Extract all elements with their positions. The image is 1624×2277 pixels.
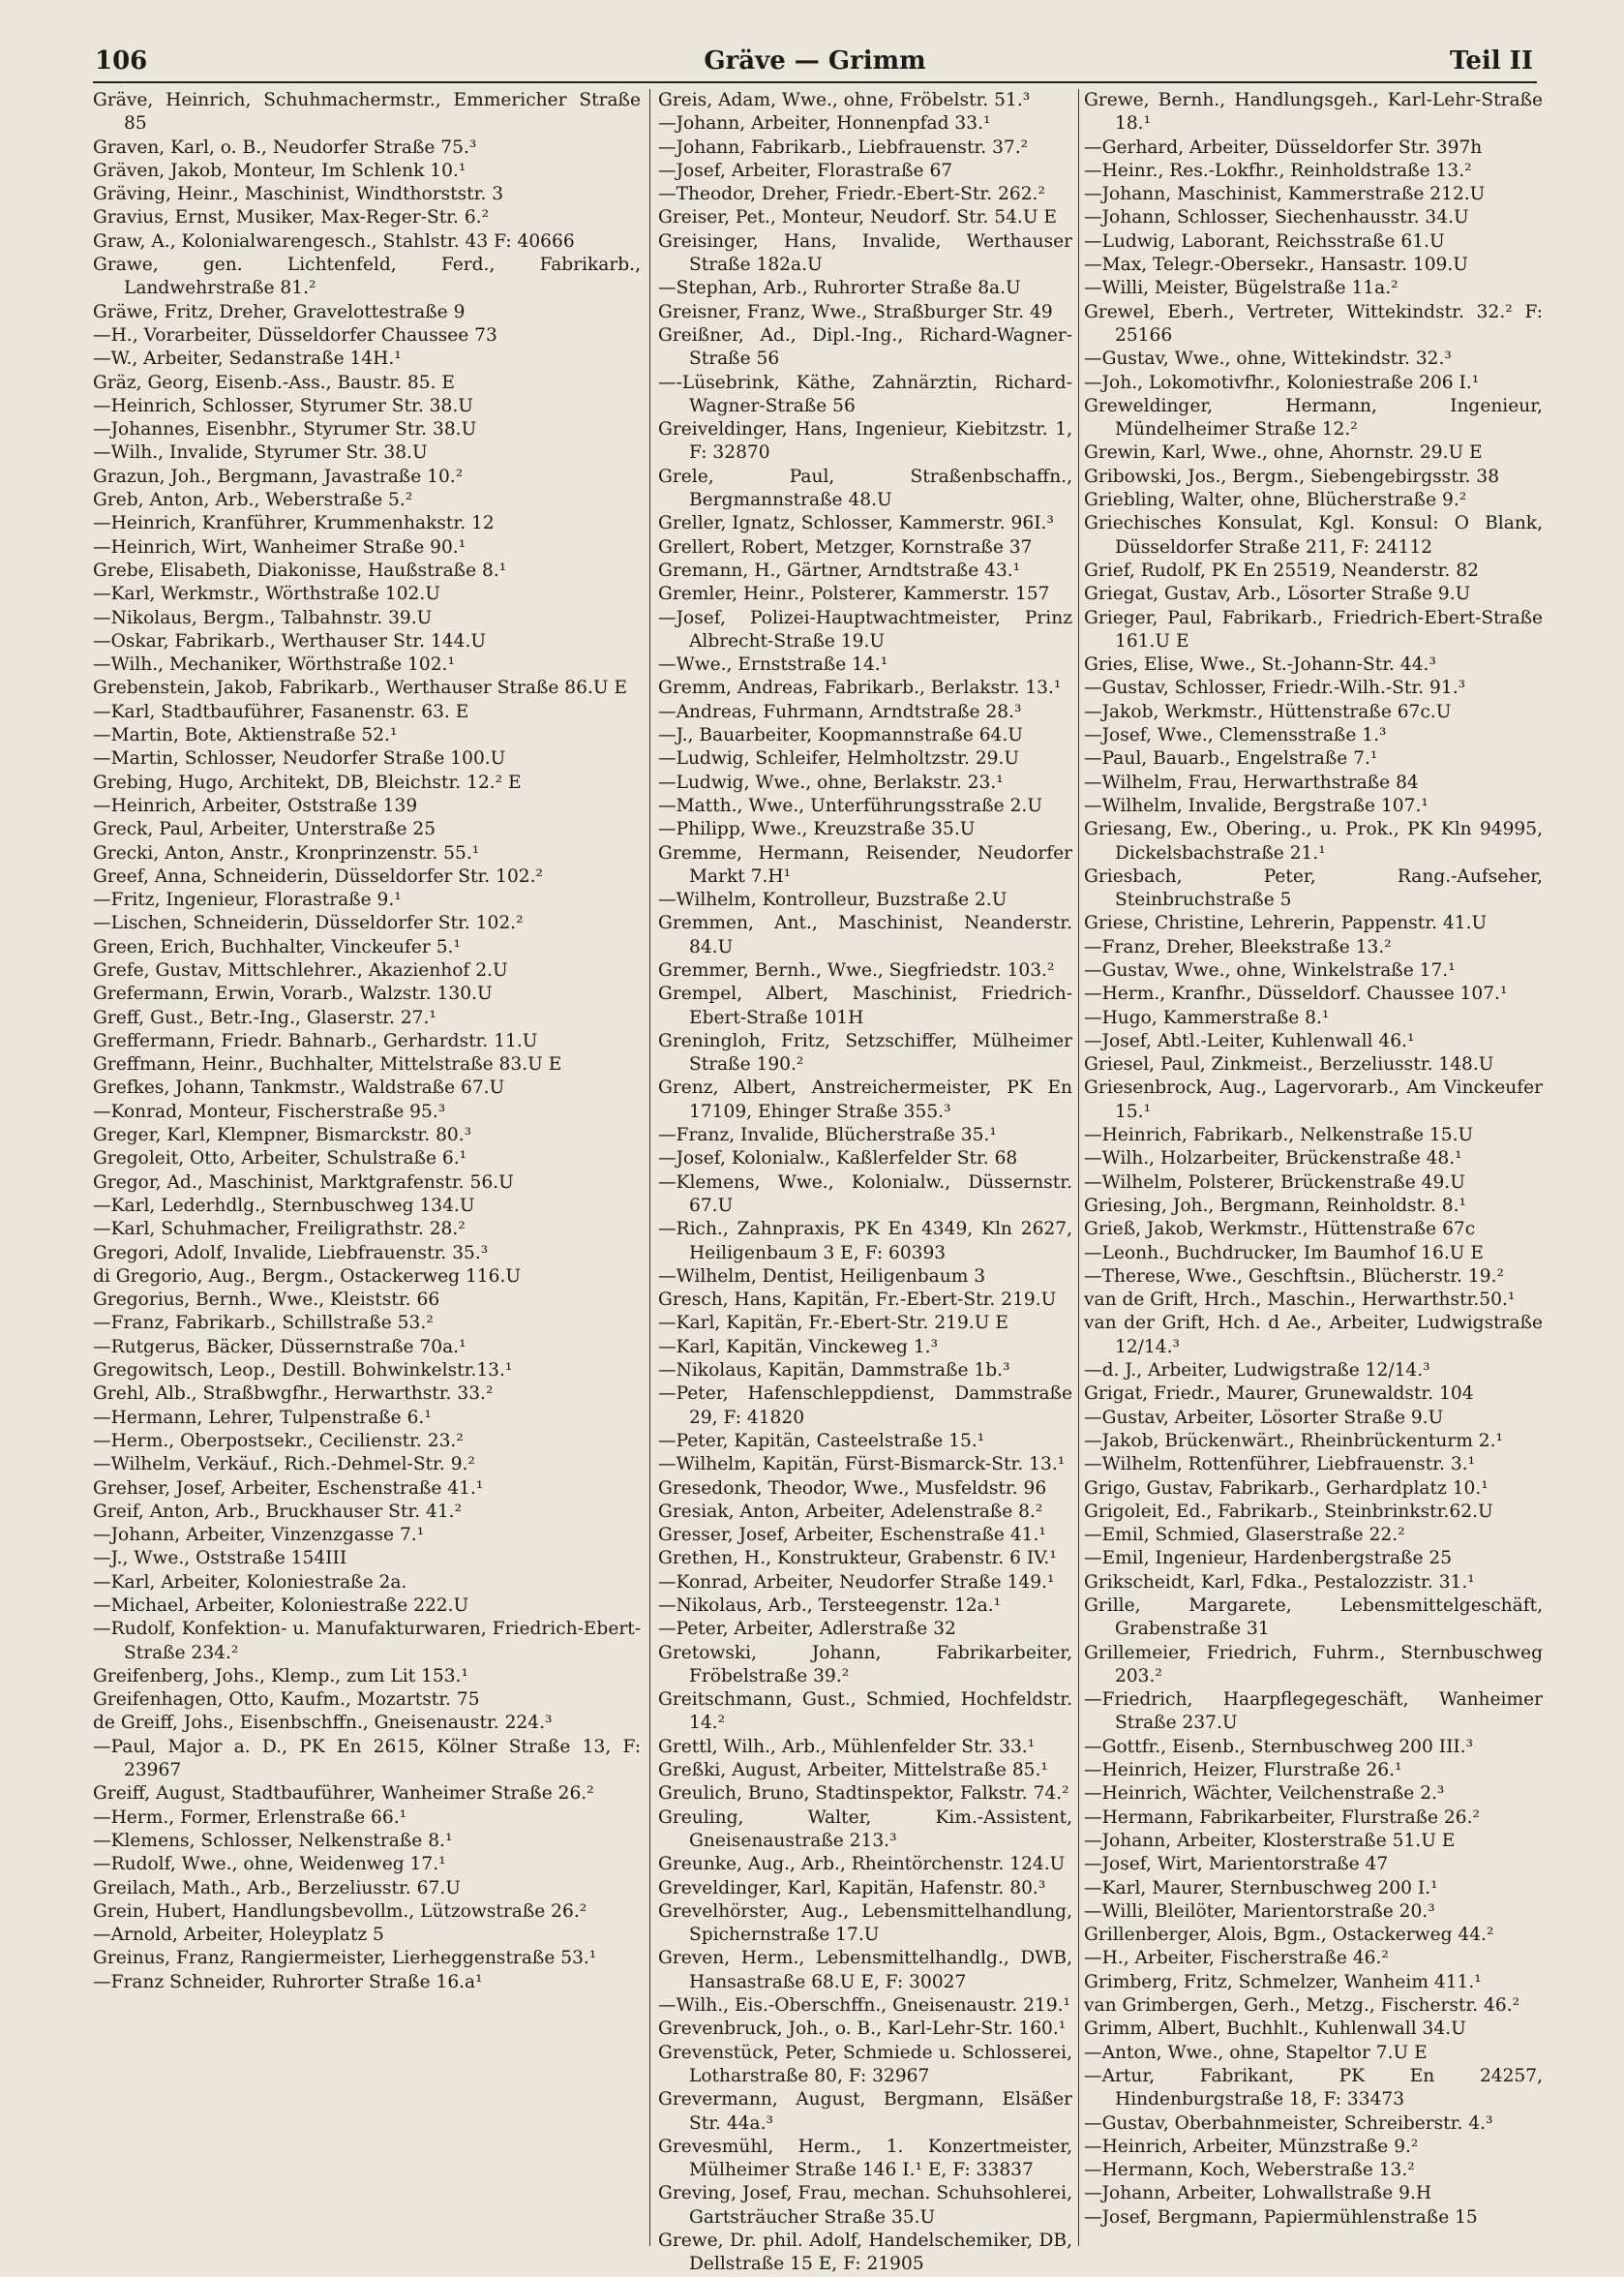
directory-entry: Griesenbrock, Aug., Lagervorarb., Am Vinckeufer 15.¹: [1084, 1078, 1543, 1122]
directory-entry: Gries, Elise, Wwe., St.-Johann-Str. 44.³: [1084, 654, 1436, 676]
directory-entry: —Konrad, Monteur, Fischerstraße 95.³: [93, 1101, 446, 1122]
directory-entry: Grenz, Albert, Anstreichermeister, PK En 17109, Ehinger Straße 355.³: [658, 1078, 1072, 1122]
directory-entry: Greffermann, Friedr. Bahnarb., Gerhardstr. 11.U: [93, 1030, 538, 1051]
directory-entry: Greger, Karl, Klempner, Bismarckstr. 80.³: [93, 1125, 472, 1146]
directory-entry: —Wilhelm, Rottenführer, Liebfrauenstr. 3.¹: [1084, 1454, 1476, 1475]
directory-entry: Grehl, Alb., Straßbwgfhr., Herwarthstr. 33.²: [93, 1383, 494, 1405]
directory-entry: —Ludwig, Wwe., ohne, Berlakstr. 23.¹: [658, 772, 1004, 793]
directory-entry: —Heinrich, Schlosser, Styrumer Str. 38.U: [93, 395, 473, 416]
directory-entry: —Peter, Kapitän, Casteelstraße 15.¹: [658, 1430, 985, 1451]
directory-entry: Grillemeier, Friedrich, Fuhrm., Sternbuschweg 203.²: [1084, 1642, 1543, 1686]
directory-entry: —Wilhelm, Invalide, Bergstraße 107.¹: [1084, 795, 1429, 816]
directory-entry: Grevermann, August, Bergmann, Elsäßer Str. 44a.³: [658, 2089, 1072, 2134]
directory-entry: —d. J., Arbeiter, Ludwigstraße 12/14.³: [1084, 1360, 1430, 1381]
directory-entry: —Klemens, Schlosser, Nelkenstraße 8.¹: [93, 1830, 453, 1851]
directory-entry: —Gustav, Oberbahnmeister, Schreiberstr. 4.³: [1084, 2112, 1493, 2134]
directory-entry: Greitschmann, Gust., Schmied, Hochfeldstr. 14.²: [658, 1689, 1072, 1734]
directory-entry: —Johann, Schlosser, Siechenhausstr. 34.U: [1084, 207, 1469, 228]
directory-entry: —Josef, Arbeiter, Florastraße 67: [658, 160, 953, 181]
directory-entry: —Karl, Werkmstr., Wörthstraße 102.U: [93, 584, 440, 605]
directory-entry: Grieger, Paul, Fabrikarb., Friedrich-Ebert-Straße 161.U E: [1084, 607, 1543, 652]
directory-entry: Gregor, Ad., Maschinist, Marktgrafenstr. 56.U: [93, 1171, 514, 1193]
directory-entry: Grevenstück, Peter, Schmiede u. Schlosserei, Lotharstraße 80, F: 32967: [658, 2042, 1072, 2086]
directory-entry: Greiveldinger, Hans, Ingenieur, Kiebitzstr. 1, F: 32870: [658, 419, 1072, 464]
directory-entry: —Paul, Major a. D., PK En 2615, Kölner Straße 13, F: 23967: [93, 1736, 641, 1781]
directory-entry: Greiser, Pet., Monteur, Neudorf. Str. 54.U E: [658, 207, 1057, 228]
directory-entry: Gremann, H., Gärtner, Arndtstraße 43.¹: [658, 560, 1021, 581]
directory-entry: de Greiff, Johs., Eisenbschffn., Gneisenaustr. 224.³: [93, 1713, 553, 1734]
directory-entry: Gresedonk, Theodor, Wwe., Musfeldstr. 96: [658, 1477, 1047, 1499]
directory-entry: —Wilh., Mechaniker, Wörthstraße 102.¹: [93, 654, 455, 676]
directory-entry: —Karl, Kapitän, Vinckeweg 1.³: [658, 1336, 939, 1357]
directory-entry: Grimberg, Fritz, Schmelzer, Wanheim 411.¹: [1084, 1971, 1482, 1992]
directory-entry: —Gustav, Schlosser, Friedr.-Wilh.-Str. 91.³: [1084, 678, 1466, 699]
directory-entry: —Wilh., Eis.-Oberschffn., Gneisenaustr. 219.¹: [658, 1995, 1071, 2017]
directory-entry: —Wilh., Invalide, Styrumer Str. 38.U: [93, 442, 428, 464]
directory-entry: —Martin, Schlosser, Neudorfer Straße 100.U: [93, 748, 506, 770]
directory-entry: Greef, Anna, Schneiderin, Düsseldorfer Str. 102.²: [93, 865, 543, 887]
directory-entry: —Nikolaus, Kapitän, Dammstraße 1b.³: [658, 1360, 1010, 1381]
directory-entry: Grevelhörster, Aug., Lebensmittelhandlung, Spichernstraße 17.U: [658, 1900, 1072, 1946]
directory-entry: Grewin, Karl, Wwe., ohne, Ahornstr. 29.U E: [1084, 442, 1483, 464]
directory-entry: —Herm., Oberpostsekr., Cecilienstr. 23.²: [93, 1430, 464, 1451]
directory-entry: Grefermann, Erwin, Vorarb., Walzstr. 130.U: [93, 984, 493, 1005]
directory-entry: —Stephan, Arb., Ruhrorter Straße 8a.U: [658, 278, 1021, 299]
directory-entry: Gräve, Heinrich, Schuhmachermstr., Emmericher Straße 85: [93, 90, 641, 135]
directory-entry: Greb, Anton, Arb., Weberstraße 5.²: [93, 490, 413, 511]
directory-entry: Grein, Hubert, Handlungsbevollm., Lützowstraße 26.²: [93, 1900, 587, 1922]
directory-entry: —Wilhelm, Dentist, Heiligenbaum 3: [658, 1265, 986, 1287]
directory-entry: —Joh., Lokomotivfhr., Koloniestraße 206 I.¹: [1084, 372, 1480, 393]
directory-entry: Gremmer, Bernh., Wwe., Siegfriedstr. 103.²: [658, 959, 1055, 981]
directory-entry: Grettl, Wilh., Arb., Mühlenfelder Str. 33.¹: [658, 1736, 1036, 1757]
directory-entry: —Wilhelm, Kontrolleur, Buzstraße 2.U: [658, 890, 1007, 911]
directory-entry: —Karl, Maurer, Sternbuschweg 200 I.¹: [1084, 1877, 1438, 1898]
directory-entry: Green, Erich, Buchhalter, Vinckeufer 5.¹: [93, 936, 461, 957]
directory-entry: Grele, Paul, Straßenbschaffn., Bergmannstraße 48.U: [658, 466, 1072, 511]
directory-entry: —H., Vorarbeiter, Düsseldorfer Chaussee 73: [93, 324, 497, 346]
directory-entry: Greunke, Aug., Arb., Rheintörchenstr. 124.U: [658, 1854, 1066, 1875]
column-divider: [649, 89, 650, 2246]
directory-entry: Grillenberger, Alois, Bgm., Ostackerweg 44.²: [1084, 1925, 1494, 1946]
directory-entry: —Philipp, Wwe., Kreuzstraße 35.U: [658, 819, 976, 840]
directory-entry: —Gerhard, Arbeiter, Düsseldorfer Str. 397h: [1084, 137, 1483, 158]
column-left: [93, 89, 641, 2250]
directory-entry: —Gustav, Arbeiter, Lösorter Straße 9.U: [1084, 1407, 1444, 1428]
directory-entry: Griesel, Paul, Zinkmeist., Berzeliusstr. 148.U: [1084, 1054, 1494, 1076]
part-label: Teil II: [1449, 46, 1533, 76]
directory-entry: Greisinger, Hans, Invalide, Werthauser Straße 182a.U: [658, 230, 1072, 276]
directory-entry: —Herm., Kranfhr., Düsseldorf. Chaussee 107.¹: [1084, 984, 1508, 1005]
directory-entry: —Josef, Polizei-Hauptwachtmeister, Prinz Albrecht-Straße 19.U: [658, 607, 1072, 652]
directory-entry: Greilach, Math., Arb., Berzeliusstr. 67.U: [93, 1877, 461, 1898]
directory-entry: —Martin, Bote, Aktienstraße 52.¹: [93, 725, 398, 746]
directory-entry: —Wilhelm, Verkäuf., Rich.-Dehmel-Str. 9.²: [93, 1454, 475, 1475]
directory-entry: —Hugo, Kammerstraße 8.¹: [1084, 1007, 1330, 1028]
directory-entry: —Heinrich, Fabrikarb., Nelkenstraße 15.U: [1084, 1125, 1474, 1146]
directory-entry: Gravius, Ernst, Musiker, Max-Reger-Str. 6.²: [93, 207, 490, 228]
page-header: [93, 43, 1537, 83]
directory-entry: Grefkes, Johann, Tankmstr., Waldstraße 67.U: [93, 1078, 505, 1099]
directory-entry: —Franz Schneider, Ruhrorter Straße 16.a¹: [93, 1971, 483, 1992]
directory-entry: —Rudolf, Wwe., ohne, Weidenweg 17.¹: [93, 1854, 446, 1875]
directory-entry: —Karl, Stadtbauführer, Fasanenstr. 63. E: [93, 701, 469, 722]
directory-entry: —Rutgerus, Bäcker, Düssernstraße 70a.¹: [93, 1336, 466, 1357]
directory-entry: —Gottfr., Eisenb., Sternbuschweg 200 III.³: [1084, 1736, 1474, 1757]
directory-entry: Greffmann, Heinr., Buchhalter, Mittelstraße 83.U E: [93, 1054, 562, 1076]
directory-entry: Gresiak, Anton, Arbeiter, Adelenstraße 8.²: [658, 1501, 1043, 1522]
directory-entry: —Josef, Wwe., Clemensstraße 1.³: [1084, 725, 1387, 746]
directory-entry: Greifenberg, Johs., Klemp., zum Lit 153.¹: [93, 1665, 468, 1686]
directory-entry: van de Grift, Hrch., Maschin., Herwarthstr.50.¹: [1084, 1290, 1516, 1311]
directory-entry: —Johann, Arbeiter, Lohwallstraße 9.H: [1084, 2183, 1432, 2204]
directory-entry: Gremler, Heinr., Polsterer, Kammerstr. 157: [658, 584, 1050, 605]
directory-entry: —Franz, Fabrikarb., Schillstraße 53.²: [93, 1313, 434, 1334]
directory-entry: van der Grift, Hch. d Ae., Arbeiter, Ludwigstraße 12/14.³: [1084, 1313, 1543, 1357]
directory-entry: Griegat, Gustav, Arb., Lösorter Straße 9.U: [1084, 584, 1471, 605]
directory-entry: —Andreas, Fuhrmann, Arndtstraße 28.³: [658, 701, 1022, 722]
directory-entry: Gresser, Josef, Arbeiter, Eschenstraße 41.¹: [658, 1525, 1046, 1546]
directory-entry: Gresch, Hans, Kapitän, Fr.-Ebert-Str. 219.U: [658, 1290, 1057, 1311]
directory-entry: —Matth., Wwe., Unterführungsstraße 2.U: [658, 795, 1042, 816]
directory-entry: Greff, Gust., Betr.-Ing., Glaserstr. 27.¹: [93, 1007, 436, 1028]
directory-entry: —Gustav, Wwe., ohne, Wittekindstr. 32.³: [1084, 349, 1452, 370]
directory-entry: Grewe, Bernh., Handlungsgeh., Karl-Lehr-Straße 18.¹: [1084, 90, 1543, 135]
directory-entry: Gribowski, Jos., Bergm., Siebengebirgsstr. 38: [1084, 466, 1500, 487]
directory-entry: —Ludwig, Laborant, Reichsstraße 61.U: [1084, 230, 1445, 252]
directory-entry: Grief, Rudolf, PK En 25519, Neanderstr. 82: [1084, 560, 1479, 581]
directory-entry: —Michael, Arbeiter, Koloniestraße 222.U: [93, 1595, 469, 1616]
directory-entry: —Gustav, Wwe., ohne, Winkelstraße 17.¹: [1084, 959, 1456, 981]
column-right: [1084, 89, 1543, 2250]
directory-entry: Greck, Paul, Arbeiter, Unterstraße 25: [93, 819, 436, 840]
directory-entry: Grellert, Robert, Metzger, Kornstraße 37: [658, 536, 1033, 558]
directory-entry: —Johann, Arbeiter, Klosterstraße 51.U E: [1084, 1830, 1456, 1851]
directory-entry: —Fritz, Ingenieur, Florastraße 9.¹: [93, 890, 402, 911]
directory-entry: Gremme, Hermann, Reisender, Neudorfer Markt 7.H¹: [658, 842, 1072, 887]
directory-entry: —Peter, Hafenschleppdienst, Dammstraße 29, F: 41820: [658, 1383, 1072, 1428]
directory-entry: Grawe, gen. Lichtenfeld, Ferd., Fabrikarb., Landwehrstraße 81.²: [93, 255, 641, 299]
directory-entry: Grigo, Gustav, Fabrikarb., Gerhardplatz 10.¹: [1084, 1477, 1489, 1499]
directory-entry: Greiff, August, Stadtbauführer, Wanheimer Straße 26.²: [93, 1783, 594, 1805]
directory-entry: —Heinrich, Arbeiter, Münzstraße 9.²: [1084, 2136, 1419, 2157]
directory-entry: —Karl, Arbeiter, Koloniestraße 2a.: [93, 1571, 407, 1593]
directory-entry: Griebling, Walter, ohne, Blücherstraße 9.²: [1084, 490, 1467, 511]
directory-entry: —Wilhelm, Kapitän, Fürst-Bismarck-Str. 13.¹: [658, 1454, 1066, 1475]
directory-entry: —J., Bauarbeiter, Koopmannstraße 64.U: [658, 725, 1023, 746]
directory-entry: Grehser, Josef, Arbeiter, Eschenstraße 41.¹: [93, 1477, 484, 1499]
directory-entry: Griesing, Joh., Bergmann, Reinholdstr. 8.¹: [1084, 1195, 1466, 1216]
directory-entry: Gräving, Heinr., Maschinist, Windthorststr. 3: [93, 184, 504, 205]
directory-entry: Graw, A., Kolonialwarengesch., Stahlstr. 43 F: 40666: [93, 230, 575, 252]
directory-entry: —Oskar, Fabrikarb., Werthauser Str. 144.U: [93, 630, 487, 652]
directory-entry: —Heinrich, Heizer, Flurstraße 26.¹: [1084, 1760, 1402, 1781]
directory-entry: —Heinrich, Kranführer, Krummenhakstr. 12: [93, 513, 495, 534]
directory-entry: —Franz, Invalide, Blücherstraße 35.¹: [658, 1125, 997, 1146]
directory-entry: Greßki, August, Arbeiter, Mittelstraße 85.¹: [658, 1760, 1048, 1781]
directory-entry: —Johann, Arbeiter, Vinzenzgasse 7.¹: [93, 1525, 425, 1546]
directory-entry: Grethen, H., Konstrukteur, Grabenstr. 6 IV.¹: [658, 1548, 1057, 1569]
directory-entry: Gregorius, Bernh., Wwe., Kleiststr. 66: [93, 1290, 440, 1311]
directory-entry: —Johannes, Eisenbhr., Styrumer Str. 38.U: [93, 419, 477, 440]
directory-entry: Gregori, Adolf, Invalide, Liebfrauenstr. 35.³: [93, 1242, 489, 1263]
directory-entry: Grevesmühl, Herm., 1. Konzertmeister, Mülheimer Straße 146 I.¹ E, F: 33837: [658, 2136, 1072, 2181]
directory-entry: —Theodor, Dreher, Friedr.-Ebert-Str. 262.²: [658, 184, 1045, 205]
directory-entry: Greißner, Ad., Dipl.-Ing., Richard-Wagner-Straße 56: [658, 324, 1072, 370]
directory-entry: —Emil, Schmied, Glaserstraße 22.²: [1084, 1525, 1405, 1546]
directory-entry: Greller, Ignatz, Schlosser, Kammerstr. 96I.³: [658, 513, 1054, 534]
directory-entry: —Artur, Fabrikant, PK En 24257, Hindenburgstraße 18, F: 33473: [1084, 2065, 1543, 2110]
directory-entry: Grebenstein, Jakob, Fabrikarb., Werthauser Straße 86.U E: [93, 678, 628, 699]
directory-entry: —J., Wwe., Oststraße 154III: [93, 1548, 347, 1569]
directory-entry: —Leonh., Buchdrucker, Im Baumhof 16.U E: [1084, 1242, 1484, 1263]
directory-entry: van Grimbergen, Gerh., Metzg., Fischerstr. 46.²: [1084, 1995, 1520, 2017]
directory-entry: —-Lüsebrink, Käthe, Zahnärztin, Richard-Wagner-Straße 56: [658, 372, 1072, 416]
directory-entry: Gregowitsch, Leop., Destill. Bohwinkelstr.13.¹: [93, 1360, 513, 1381]
name-range: Gräve — Grimm: [704, 46, 926, 76]
directory-entry: —Wilhelm, Polsterer, Brückenstraße 49.U: [1084, 1171, 1465, 1193]
directory-entry: di Gregorio, Aug., Bergm., Ostackerweg 116.U: [93, 1265, 522, 1287]
directory-entry: —Ludwig, Schleifer, Helmholtzstr. 29.U: [658, 748, 1020, 770]
directory-entry: —Hermann, Koch, Weberstraße 13.²: [1084, 2160, 1415, 2181]
directory-entry: —Heinrich, Wirt, Wanheimer Straße 90.¹: [93, 536, 466, 558]
directory-entry: Griechisches Konsulat, Kgl. Konsul: O Blank, Düsseldorfer Straße 211, F: 24112: [1084, 513, 1543, 558]
directory-entry: —Karl, Kapitän, Fr.-Ebert-Str. 219.U E: [658, 1313, 1008, 1334]
directory-entry: —Peter, Arbeiter, Adlerstraße 32: [658, 1619, 956, 1640]
directory-entry: Gretowski, Johann, Fabrikarbeiter, Fröbelstraße 39.²: [658, 1642, 1072, 1686]
directory-entry: Greinus, Franz, Rangiermeister, Lierheggenstraße 53.¹: [93, 1948, 597, 1969]
directory-entry: Grigat, Friedr., Maurer, Grunewaldstr. 104: [1084, 1383, 1474, 1405]
directory-entry: —Therese, Wwe., Geschftsin., Blücherstr. 19.²: [1084, 1265, 1504, 1287]
directory-entry: —Nikolaus, Bergm., Talbahnstr. 39.U: [93, 607, 433, 628]
directory-entry: Grikscheidt, Karl, Fdka., Pestalozzistr. 31.¹: [1084, 1571, 1475, 1593]
directory-entry: —Jakob, Werkmstr., Hüttenstraße 67c.U: [1084, 701, 1452, 722]
directory-entry: —Arnold, Arbeiter, Holeyplatz 5: [93, 1925, 384, 1946]
directory-entry: Gräwe, Fritz, Dreher, Gravelottestraße 9: [93, 301, 466, 322]
directory-entry: Greis, Adam, Wwe., ohne, Fröbelstr. 51.³: [658, 90, 1031, 110]
directory-entry: —Karl, Lederhdlg., Sternbuschweg 134.U: [93, 1195, 475, 1216]
directory-entry: —Rich., Zahnpraxis, PK En 4349, Kln 2627, Heiligenbaum 3 E, F: 60393: [658, 1219, 1072, 1263]
directory-entry: —Lischen, Schneiderin, Düsseldorfer Str. 102.²: [93, 913, 524, 934]
directory-entry: —Heinrich, Wächter, Veilchenstraße 2.³: [1084, 1783, 1445, 1805]
directory-entry: Greifenhagen, Otto, Kaufm., Mozartstr. 75: [93, 1689, 480, 1711]
directory-entry: Gräven, Jakob, Monteur, Im Schlenk 10.¹: [93, 160, 466, 181]
directory-entry: Grazun, Joh., Bergmann, Javastraße 10.²: [93, 466, 464, 487]
directory-entry: Griesang, Ew., Obering., u. Prok., PK Kln 94995, Dickelsbachstraße 21.¹: [1084, 819, 1543, 864]
directory-entry: —Heinrich, Arbeiter, Oststraße 139: [93, 795, 418, 816]
directory-entry: —Emil, Ingenieur, Hardenbergstraße 25: [1084, 1548, 1453, 1569]
directory-entry: Grevenbruck, Joh., o. B., Karl-Lehr-Str. 160.¹: [658, 2019, 1067, 2040]
directory-entry: —Hermann, Lehrer, Tulpenstraße 6.¹: [93, 1407, 432, 1428]
directory-entry: Grigoleit, Ed., Fabrikarb., Steinbrinkstr.62.U: [1084, 1501, 1493, 1522]
directory-entry: Grewel, Eberh., Vertreter, Wittekindstr. 32.² F: 25166: [1084, 301, 1543, 346]
directory-entry: —Wwe., Ernststraße 14.¹: [658, 654, 888, 676]
directory-entry: Greningloh, Fritz, Setzschiffer, Mülheimer Straße 190.²: [658, 1030, 1072, 1076]
directory-entry: Grewe, Dr. phil. Adolf, Handelschemiker, DB, Dellstraße 15 E, F: 21905: [658, 2231, 1072, 2275]
directory-entry: —Willi, Meister, Bügelstraße 11a.²: [1084, 278, 1398, 299]
directory-entry: —Johann, Maschinist, Kammerstraße 212.U: [1084, 184, 1486, 205]
directory-entry: —Konrad, Arbeiter, Neudorfer Straße 149.¹: [658, 1571, 1055, 1593]
directory-entry: —Herm., Former, Erlenstraße 66.¹: [93, 1806, 407, 1828]
directory-entry: —Hermann, Fabrikarbeiter, Flurstraße 26.²: [1084, 1806, 1480, 1828]
directory-entry: Grimm, Albert, Buchhlt., Kuhlenwall 34.U: [1084, 2019, 1466, 2040]
directory-entry: Grieß, Jakob, Werkmstr., Hüttenstraße 67c: [1084, 1219, 1476, 1240]
page-number: 106: [95, 46, 148, 76]
directory-entry: Greven, Herm., Lebensmittelhandlg., DWB, Hansastraße 68.U E, F: 30027: [658, 1948, 1072, 1992]
directory-entry: —Jakob, Brückenwärt., Rheinbrückenturm 2.¹: [1084, 1430, 1503, 1451]
directory-entry: —W., Arbeiter, Sedanstraße 14H.¹: [93, 349, 402, 370]
directory-entry: Grebing, Hugo, Architekt, DB, Bleichstr. 12.² E: [93, 772, 522, 793]
directory-entry: Griesbach, Peter, Rang.-Aufseher, Steinbruchstraße 5: [1084, 865, 1543, 911]
directory-entry: —Wilhelm, Frau, Herwarthstraße 84: [1084, 772, 1419, 793]
directory-entry: —Nikolaus, Arb., Tersteegenstr. 12a.¹: [658, 1595, 1002, 1616]
directory-entry: —Josef, Wirt, Marientorstraße 47: [1084, 1854, 1389, 1875]
directory-entry: —Johann, Arbeiter, Honnenpfad 33.¹: [658, 113, 991, 135]
directory-entry: Greveldinger, Karl, Kapitän, Hafenstr. 80.³: [658, 1877, 1046, 1898]
directory-entry: Greuling, Walter, Kim.-Assistent, Gneisenaustraße 213.³: [658, 1806, 1072, 1851]
directory-entry: Grefe, Gustav, Mittschlehrer., Akazienhof 2.U: [93, 959, 508, 981]
directory-entry: Gremmen, Ant., Maschinist, Neanderstr. 84.U: [658, 913, 1072, 957]
directory-entry: —Rudolf, Konfektion- u. Manufakturwaren, Friedrich-Ebert-Straße 234.²: [93, 1619, 641, 1663]
column-divider: [1078, 89, 1079, 2246]
directory-entry: —Paul, Bauarb., Engelstraße 7.¹: [1084, 748, 1378, 770]
directory-entry: —Karl, Schuhmacher, Freiligrathstr. 28.²: [93, 1219, 466, 1240]
directory-entry: Greving, Josef, Frau, mechan. Schuhsohlerei, Gartsträucher Straße 35.U: [658, 2183, 1072, 2228]
directory-entry: —Franz, Dreher, Bleekstraße 13.²: [1084, 936, 1392, 957]
directory-entry: —Klemens, Wwe., Kolonialw., Düssernstr. 67.U: [658, 1171, 1072, 1216]
directory-entry: —Wilh., Holzarbeiter, Brückenstraße 48.¹: [1084, 1148, 1462, 1169]
directory-entry: —Josef, Bergmann, Papiermühlenstraße 15: [1084, 2206, 1478, 2228]
directory-entry: —Heinr., Res.-Lokfhr., Reinholdstraße 13.²: [1084, 160, 1472, 181]
directory-entry: —H., Arbeiter, Fischerstraße 46.²: [1084, 1948, 1389, 1969]
directory-entry: —Max, Telegr.-Obersekr., Hansastr. 109.U: [1084, 255, 1468, 276]
directory-entry: Greulich, Bruno, Stadtinspektor, Falkstr. 74.²: [658, 1783, 1069, 1805]
directory-entry: —Friedrich, Haarpflegegeschäft, Wanheimer Straße 237.U: [1084, 1689, 1543, 1734]
directory-entry: Gräz, Georg, Eisenb.-Ass., Baustr. 85. E: [93, 372, 455, 393]
directory-entry: Gremm, Andreas, Fabrikarb., Berlakstr. 13.¹: [658, 678, 1062, 699]
directory-entry: Grempel, Albert, Maschinist, Friedrich-Ebert-Straße 101H: [658, 984, 1072, 1028]
directory-entry: —Willi, Bleilöter, Marientorstraße 20.³: [1084, 1900, 1435, 1922]
directory-entry: —Josef, Kolonialw., Kaßlerfelder Str. 68: [658, 1148, 1018, 1169]
column-middle: [658, 89, 1072, 2275]
directory-entry: —Johann, Fabrikarb., Liebfrauenstr. 37.²: [658, 137, 1029, 158]
directory-entry: Griese, Christine, Lehrerin, Pappenstr. 41.U: [1084, 913, 1488, 934]
directory-entry: Grebe, Elisabeth, Diakonisse, Haußstraße 8.¹: [93, 560, 507, 581]
directory-entry: Grecki, Anton, Anstr., Kronprinzenstr. 55.¹: [93, 842, 480, 864]
directory-entry: Gregoleit, Otto, Arbeiter, Schulstraße 6.¹: [93, 1148, 467, 1169]
directory-entry: Greweldinger, Hermann, Ingenieur, Mündelheimer Straße 12.²: [1084, 395, 1543, 440]
directory-entry: —Josef, Abtl.-Leiter, Kuhlenwall 46.¹: [1084, 1030, 1415, 1051]
directory-entry: —Anton, Wwe., ohne, Stapeltor 7.U E: [1084, 2042, 1428, 2063]
directory-entry: Grille, Margarete, Lebensmittelgeschäft, Grabenstraße 31: [1084, 1595, 1543, 1640]
directory-entry: Graven, Karl, o. B., Neudorfer Straße 75.³: [93, 137, 477, 158]
directory-entry: Greif, Anton, Arb., Bruckhauser Str. 41.²: [93, 1501, 463, 1522]
directory-entry: Greisner, Franz, Wwe., Straßburger Str. 49: [658, 301, 1053, 322]
